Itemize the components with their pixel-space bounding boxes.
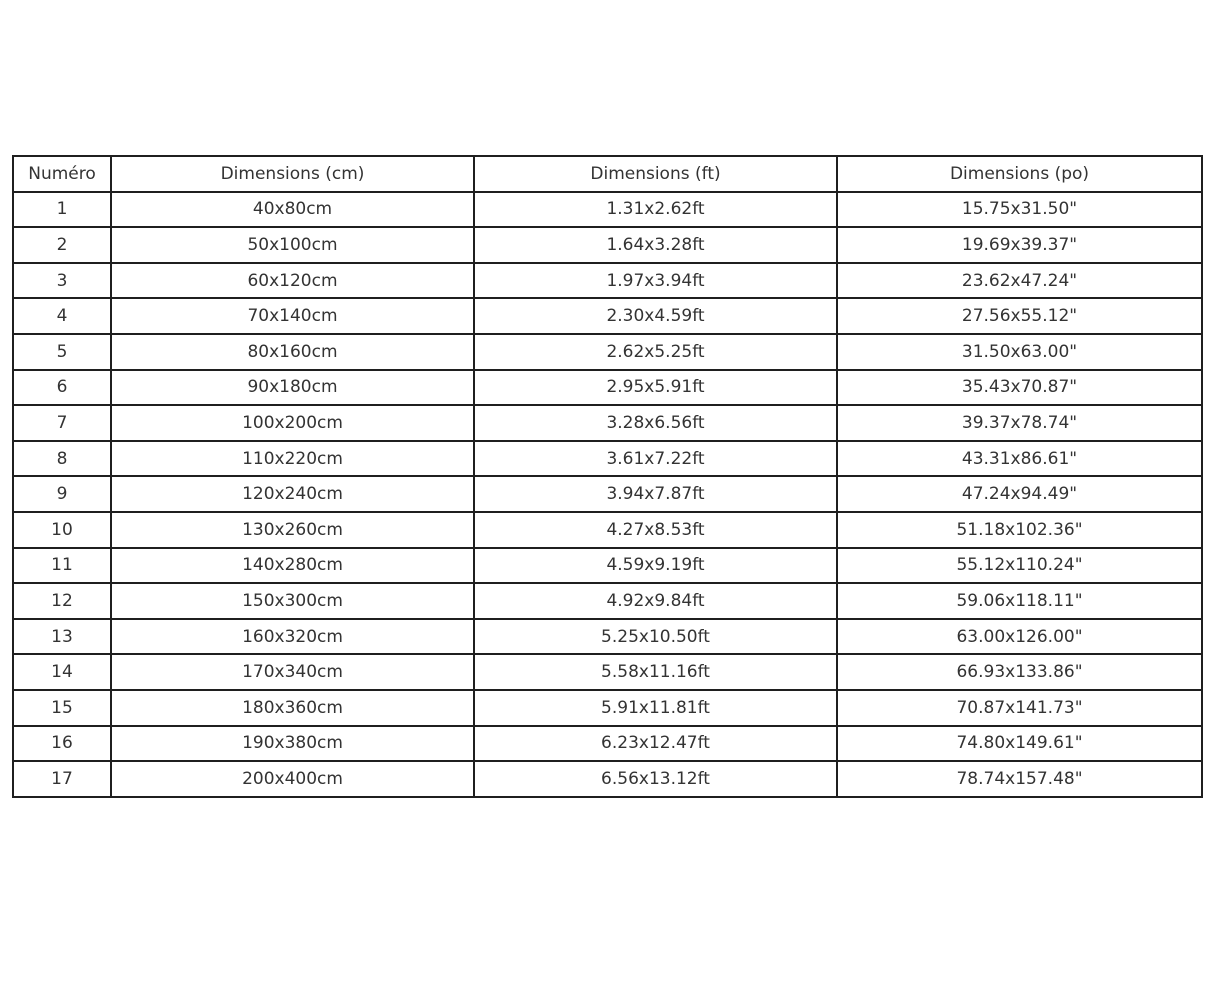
table-row: [13, 476, 1202, 512]
table-row: [13, 654, 1202, 690]
dimensions-cm-cell: 60x120cm: [111, 263, 474, 299]
table-row: [13, 690, 1202, 726]
dimensions-ft-cell: 5.58x11.16ft: [474, 654, 837, 690]
dimensions-po-cell: 51.18x102.36": [837, 512, 1202, 548]
dimensions-cm-cell: 70x140cm: [111, 298, 474, 334]
dimensions-ft-cell: 4.27x8.53ft: [474, 512, 837, 548]
row-number-cell: 13: [13, 619, 111, 655]
row-number-cell: 2: [13, 227, 111, 263]
table-row: [13, 512, 1202, 548]
table-row: [13, 761, 1202, 797]
dimensions-ft-cell: 1.31x2.62ft: [474, 192, 837, 228]
dimensions-cm-cell: 130x260cm: [111, 512, 474, 548]
dimensions-po-cell: 35.43x70.87": [837, 370, 1202, 406]
row-number-cell: 7: [13, 405, 111, 441]
dimensions-po-cell: 43.31x86.61": [837, 441, 1202, 477]
dimensions-cm-cell: 200x400cm: [111, 761, 474, 797]
dimensions-po-cell: 31.50x63.00": [837, 334, 1202, 370]
table-row: [13, 726, 1202, 762]
dimensions-ft-cell: 3.94x7.87ft: [474, 476, 837, 512]
table-row: [13, 298, 1202, 334]
dimensions-conversion-table: [12, 155, 1203, 798]
dimensions-cm-cell: 100x200cm: [111, 405, 474, 441]
dimensions-po-cell: 15.75x31.50": [837, 192, 1202, 228]
dimensions-table-container: [12, 155, 1201, 798]
dimensions-ft-cell: 4.92x9.84ft: [474, 583, 837, 619]
dimensions-ft-cell: 5.25x10.50ft: [474, 619, 837, 655]
dimensions-po-cell: 59.06x118.11": [837, 583, 1202, 619]
row-number-cell: 17: [13, 761, 111, 797]
table-row: [13, 263, 1202, 299]
dimensions-po-cell: 39.37x78.74": [837, 405, 1202, 441]
table-row: [13, 405, 1202, 441]
dimensions-ft-cell: 6.56x13.12ft: [474, 761, 837, 797]
dimensions-ft-cell: 2.95x5.91ft: [474, 370, 837, 406]
table-row: [13, 192, 1202, 228]
dimensions-ft-cell: 6.23x12.47ft: [474, 726, 837, 762]
dimensions-cm-cell: 170x340cm: [111, 654, 474, 690]
table-row: [13, 370, 1202, 406]
dimensions-cm-cell: 150x300cm: [111, 583, 474, 619]
column-header-dimensions-po: Dimensions (po): [837, 156, 1202, 192]
row-number-cell: 16: [13, 726, 111, 762]
dimensions-po-cell: 47.24x94.49": [837, 476, 1202, 512]
dimensions-cm-cell: 80x160cm: [111, 334, 474, 370]
row-number-cell: 12: [13, 583, 111, 619]
dimensions-ft-cell: 2.30x4.59ft: [474, 298, 837, 334]
row-number-cell: 5: [13, 334, 111, 370]
dimensions-po-cell: 74.80x149.61": [837, 726, 1202, 762]
row-number-cell: 4: [13, 298, 111, 334]
row-number-cell: 8: [13, 441, 111, 477]
row-number-cell: 11: [13, 548, 111, 584]
dimensions-po-cell: 27.56x55.12": [837, 298, 1202, 334]
dimensions-ft-cell: 1.97x3.94ft: [474, 263, 837, 299]
dimensions-po-cell: 19.69x39.37": [837, 227, 1202, 263]
dimensions-po-cell: 55.12x110.24": [837, 548, 1202, 584]
dimensions-cm-cell: 140x280cm: [111, 548, 474, 584]
table-body: [13, 192, 1202, 797]
row-number-cell: 6: [13, 370, 111, 406]
dimensions-cm-cell: 50x100cm: [111, 227, 474, 263]
row-number-cell: 9: [13, 476, 111, 512]
row-number-cell: 3: [13, 263, 111, 299]
dimensions-po-cell: 66.93x133.86": [837, 654, 1202, 690]
row-number-cell: 15: [13, 690, 111, 726]
table-row: [13, 227, 1202, 263]
table-row: [13, 334, 1202, 370]
dimensions-cm-cell: 110x220cm: [111, 441, 474, 477]
table-row: [13, 583, 1202, 619]
dimensions-ft-cell: 4.59x9.19ft: [474, 548, 837, 584]
dimensions-cm-cell: 190x380cm: [111, 726, 474, 762]
table-row: [13, 548, 1202, 584]
table-row: [13, 619, 1202, 655]
dimensions-ft-cell: 2.62x5.25ft: [474, 334, 837, 370]
row-number-cell: 1: [13, 192, 111, 228]
dimensions-po-cell: 63.00x126.00": [837, 619, 1202, 655]
table-row: [13, 441, 1202, 477]
dimensions-po-cell: 70.87x141.73": [837, 690, 1202, 726]
column-header-dimensions-ft: Dimensions (ft): [474, 156, 837, 192]
dimensions-cm-cell: 90x180cm: [111, 370, 474, 406]
dimensions-ft-cell: 1.64x3.28ft: [474, 227, 837, 263]
dimensions-cm-cell: 40x80cm: [111, 192, 474, 228]
dimensions-ft-cell: 5.91x11.81ft: [474, 690, 837, 726]
dimensions-ft-cell: 3.28x6.56ft: [474, 405, 837, 441]
column-header-numero: Numéro: [13, 156, 111, 192]
dimensions-po-cell: 23.62x47.24": [837, 263, 1202, 299]
column-header-dimensions-cm: Dimensions (cm): [111, 156, 474, 192]
dimensions-ft-cell: 3.61x7.22ft: [474, 441, 837, 477]
header-row: [13, 156, 1202, 192]
dimensions-po-cell: 78.74x157.48": [837, 761, 1202, 797]
dimensions-cm-cell: 120x240cm: [111, 476, 474, 512]
row-number-cell: 10: [13, 512, 111, 548]
dimensions-cm-cell: 180x360cm: [111, 690, 474, 726]
dimensions-cm-cell: 160x320cm: [111, 619, 474, 655]
row-number-cell: 14: [13, 654, 111, 690]
